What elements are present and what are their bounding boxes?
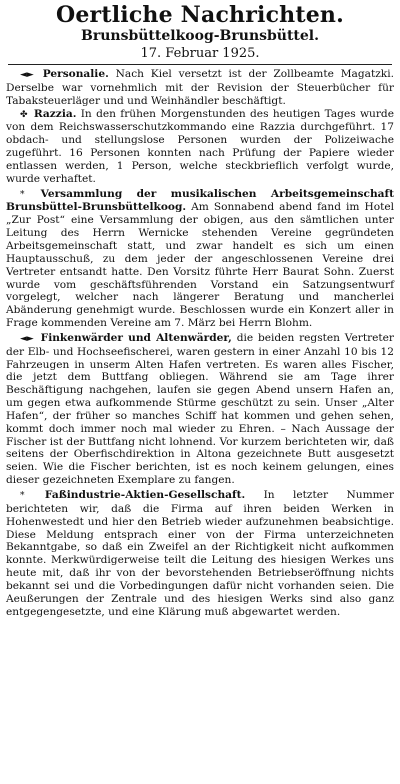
divider — [8, 64, 392, 65]
article-heading: Razzia. — [33, 107, 77, 120]
section-title: Oertliche Nachrichten. — [56, 2, 344, 28]
date-line: 17. Februar 1925. — [140, 46, 260, 61]
article-heading: Faßindustrie-Aktien-Gesellschaft. — [44, 489, 246, 501]
article-body: Am Sonnabend abend fand im Hotel „Zur Post“ eine Versammlung der obigen, aus den sämtlichen unter Leitung des Herrn Wernicke stehenden Vereine gegründeten Arbeitsgemeinschaft statt, und zwar handelt es sich um einen Hauptausschuß, zu dem jeder der angeschlossenen Vereine drei Vertreter entsandt hatte. Den Vorsitz führte Herr Baurat Sohn. Zuerst wurde vom geschäftsführenden Vorstand ein Satzungsentwurf vorgelegt, welcher nach längerer Beratung und mancherlei Abänderung genehmigt wurde. Beschlossen wurde ein Konzert aller in Frage kommenden Vereine am 7. März bei Herrn Blohm. — [6, 201, 394, 330]
article-body: Nach Kiel versetzt ist der Zollbeamte Magatzki. Derselbe war vornehmlich mit der Revision der Steuerbücher für Tabaksteuerläger und und Weinhändler beschäftigt. — [6, 68, 394, 107]
ornament-icon: * — [20, 491, 25, 501]
article-heading: Personalie. — [42, 68, 109, 80]
ornament-icon: ◄► — [20, 70, 34, 80]
article-body: In letzter Nummer berichteten wir, daß die Firma auf ihren beiden Werken in Hohenwestedt und hier den Betrieb wieder aufzunehmen beabsichtige. Diese Meldung entsprach einer von der Firma unterzeichneten Bekanntgabe, so daß ein Zweifel an der Richtigkeit nicht aufkommen konnte. Merkwürdigerweise teilt die Leitung des hiesigen Werkes uns heute mit, daß ihr von der bevorstehenden Betriebseröffnung nichts bekannt sei und die Vorbedingungen dafür nicht vorhanden seien. Die Aeußerungen der Zentrale und des hiesigen Werks sind also ganz entgegengesetzte, und eine Klärung muß abgewartet werden. — [6, 489, 394, 618]
article-fassindustrie — [6, 489, 394, 618]
article-heading: Finkenwärder und Altenwärder, — [40, 331, 232, 344]
ornament-icon: ✤ — [20, 109, 28, 120]
article-personalie — [6, 68, 394, 108]
article-finkenwaerder — [6, 332, 394, 487]
article-body: In den frühen Morgenstunden des heutigen Tages wurde von dem Reichswasserschutzkommando eine Razzia durchgeführt. 17 obdach- und stellungslose Personen wurden der Polizeiwache zugeführt. 16 Personen konnten nach Prüfung der Papiere wieder entlassen werden, 1 Person, welche steckbrieflich verfolgt wurde, wurde verhaftet. — [6, 107, 394, 185]
article-body: die beiden regsten Vertreter der Elb- und Hochseefischerei, waren gestern in einer Anzahl 10 bis 12 Fahrzeugen in unserm Alten Hafen vertreten. Es waren alles Fischer, die jetzt dem Buttfang obliegen. Während sie am Tage ihrer Beschäftigung nachgehen, laufen sie gegen Abend unsern Hafen an, um gegen etwa aufkommende Stürme geschützt zu sein. Unser „Alter Hafen“, der früher so manches Schiff hat kommen und gehen sehen, kommt doch immer noch mal wieder zu Ehren. – Nach Aussage der Fischer ist der Buttfang nicht lohnend. Vor kurzem berichteten wir, daß seitens der Oberfischdirektion in Altona gezeichnete Butt ausgesetzt seien. Wie die Fischer berichten, ist es noch keinem gelungen, eines dieser gezeichneten Exemplare zu fangen. — [6, 331, 394, 487]
article-heading: Versammlung der musikalischen Arbeitsgemeinschaft Brunsbüttel-Brunsbüttelkoog. — [6, 187, 394, 214]
article-versammlung — [6, 188, 394, 330]
ornament-icon: ◄► — [20, 333, 34, 344]
ornament-icon: * — [20, 189, 25, 200]
article-razzia — [6, 108, 394, 186]
place-heading: Brunsbüttelkoog-Brunsbüttel. — [81, 28, 319, 44]
